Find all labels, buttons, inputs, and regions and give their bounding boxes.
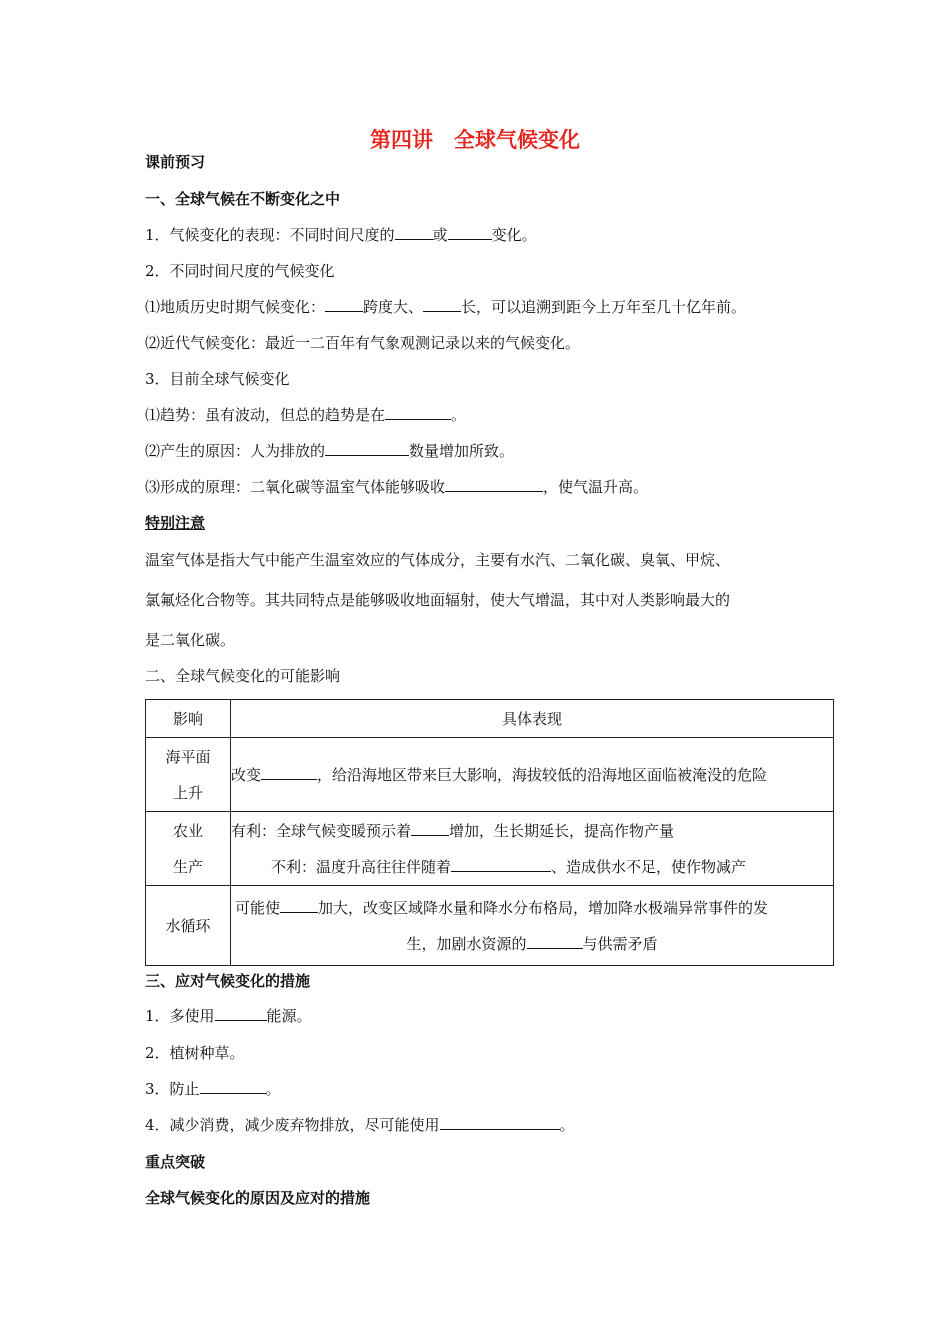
question-3-1 (145, 405, 466, 425)
note-line-1: 温室气体是指大气中能产生温室效应的气体成分，主要有水汽、二氧化碳、臭氧、甲烷、 (145, 551, 731, 569)
blank (215, 1006, 267, 1021)
blank (423, 297, 461, 312)
q3-3-text-after: ，使气温升高。 (543, 478, 649, 496)
blank (261, 765, 317, 780)
detail-line (231, 890, 833, 926)
detail-text-after: 与供需矛盾 (582, 934, 658, 953)
detail-text-after: 增加，生长期延长，提高作物产量 (449, 821, 675, 840)
m4-text-after: 。 (559, 1116, 575, 1134)
detail-text-after: ，给沿海地区带来巨大影响，海拔较低的沿海地区面临被淹没的危险 (317, 765, 768, 784)
detail-text-before: 改变 (231, 765, 262, 784)
blank (325, 297, 363, 312)
blank (395, 225, 433, 240)
section1-heading: 一、全球气候在不断变化之中 (145, 190, 341, 208)
q3-2-text-after: 数量增加所致。 (409, 442, 515, 460)
impact-label: 生产 (172, 857, 203, 876)
key-subheading: 全球气候变化的原因及应对的措施 (145, 1189, 371, 1207)
impact-cell: 水循环 (146, 886, 231, 966)
m3-text-after: 。 (265, 1080, 281, 1098)
question-2-1 (145, 297, 746, 317)
impact-table (145, 699, 834, 966)
blank (325, 441, 409, 456)
blank (200, 1079, 266, 1094)
note-line-2: 氯氟烃化合物等。其共同特点是能够吸收地面辐射，使大气增温，其中对人类影响最大的 (145, 591, 731, 609)
table-header-details: 具体表现 (231, 700, 834, 738)
detail-text-before: 不利：温度升高往往伴随着 (271, 857, 452, 876)
page-title: 第四讲 全球气候变化 (370, 128, 580, 152)
q1-text-before: 1．气候变化的表现：不同时间尺度的 (145, 226, 395, 244)
detail-text-after: 、造成供水不足，使作物减产 (551, 857, 747, 876)
table-row (146, 738, 834, 812)
table-header-impact: 影响 (146, 700, 231, 738)
detail-line (231, 926, 833, 962)
detail-line (231, 757, 833, 793)
blank (440, 1115, 560, 1130)
q2-1-text-before: ⑴地质历史时期气候变化： (145, 298, 326, 316)
question-3-2 (145, 441, 514, 461)
question-3-3 (145, 477, 648, 497)
table-row (146, 886, 834, 966)
table-header-row (146, 700, 834, 738)
m1-text-before: 1．多使用 (145, 1007, 215, 1025)
q3-3-text-before: ⑶形成的原理：二氧化碳等温室气体能够吸收 (145, 478, 446, 496)
blank (445, 477, 543, 492)
detail-text-after: 加大，改变区域降水量和降水分布格局，增加降水极端异常事件的发 (318, 898, 769, 917)
m1-text-after: 能源。 (266, 1007, 312, 1025)
blank (385, 405, 451, 420)
impact-cell (146, 738, 231, 812)
q1-text-mid: 或 (432, 226, 448, 244)
detail-text-before: 有利：全球气候变暖预示着 (231, 821, 412, 840)
section3-heading: 三、应对气候变化的措施 (145, 972, 311, 990)
detail-text-before: 生，加剧水资源的 (406, 934, 527, 953)
preview-heading: 课前预习 (145, 153, 206, 171)
details-cell (231, 812, 834, 886)
table-row (146, 812, 834, 886)
impact-label: 农业 (172, 821, 203, 840)
note-line-3: 是二氧化碳。 (145, 631, 236, 649)
impact-label: 上升 (172, 783, 203, 802)
detail-line (231, 849, 833, 885)
section2-heading: 二、全球气候变化的可能影响 (145, 667, 341, 685)
blank (280, 898, 318, 913)
question-1 (145, 225, 537, 245)
question-2: 2．不同时间尺度的气候变化 (145, 262, 335, 280)
blank (448, 225, 492, 240)
measure-4 (145, 1115, 575, 1135)
blank (527, 934, 583, 949)
details-cell (231, 738, 834, 812)
impact-cell (146, 812, 231, 886)
note-heading: 特别注意 (145, 514, 206, 532)
m4-text-before: 4．减少消费，减少废弃物排放，尽可能使用 (145, 1116, 440, 1134)
measure-1 (145, 1006, 312, 1026)
q1-text-after: 变化。 (491, 226, 537, 244)
question-3: 3．目前全球气候变化 (145, 370, 290, 388)
q3-1-text-before: ⑴趋势：虽有波动，但总的趋势是在 (145, 406, 386, 424)
measure-3 (145, 1079, 281, 1099)
question-2-2: ⑵近代气候变化：最近一二百年有气象观测记录以来的气候变化。 (145, 334, 581, 352)
q3-1-text-after: 。 (451, 406, 467, 424)
detail-text-before: 可能使 (235, 898, 281, 917)
q2-1-text-after: 长，可以追溯到距今上万年至几十亿年前。 (461, 298, 747, 316)
detail-line (231, 813, 833, 849)
details-cell (231, 886, 834, 966)
measure-2: 2．植树种草。 (145, 1044, 245, 1062)
impact-label: 海平面 (165, 747, 211, 766)
q2-1-text-mid: 跨度大、 (363, 298, 424, 316)
blank (411, 821, 449, 836)
m3-text-before: 3．防止 (145, 1080, 200, 1098)
q3-2-text-before: ⑵产生的原因：人为排放的 (145, 442, 326, 460)
key-heading: 重点突破 (145, 1153, 206, 1171)
blank (451, 857, 551, 872)
